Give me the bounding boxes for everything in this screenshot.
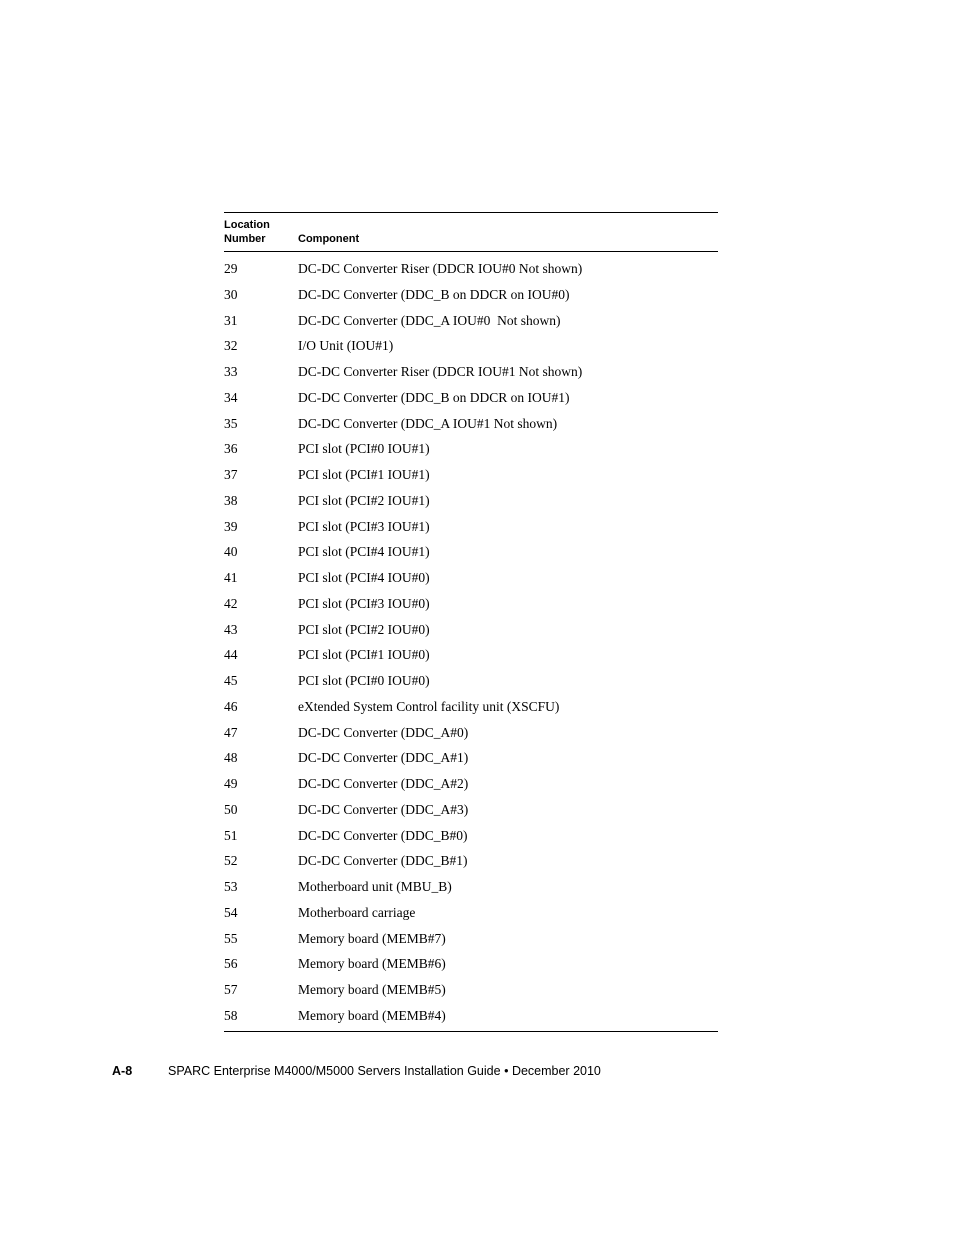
table-row: [224, 565, 718, 591]
location-header-line2: Number: [224, 233, 266, 245]
component-cell: Memory board (MEMB#4): [298, 1007, 446, 1023]
table-row: [224, 514, 718, 540]
location-number-cell: 48: [224, 750, 238, 766]
component-cell: PCI slot (PCI#3 IOU#0): [298, 595, 430, 611]
table-row: [224, 848, 718, 874]
component-cell: eXtended System Control facility unit (XSCFU): [298, 698, 560, 714]
component-cell: PCI slot (PCI#0 IOU#1): [298, 441, 430, 457]
location-number-cell: 39: [224, 518, 238, 534]
component-cell: DC-DC Converter (DDC_A IOU#0 Not shown): [298, 312, 561, 328]
location-number-cell: 30: [224, 286, 238, 302]
component-cell: PCI slot (PCI#3 IOU#1): [298, 518, 430, 534]
location-number-cell: 50: [224, 801, 238, 817]
location-number-cell: 43: [224, 621, 238, 637]
location-number-cell: 38: [224, 492, 238, 508]
location-number-cell: 34: [224, 389, 238, 405]
table-row: [224, 591, 718, 617]
page-footer: [112, 1063, 601, 1079]
component-cell: PCI slot (PCI#1 IOU#0): [298, 647, 430, 663]
component-cell: DC-DC Converter Riser (DDCR IOU#1 Not shown): [298, 364, 583, 379]
table-row: [224, 359, 718, 385]
location-number-cell: 52: [224, 853, 238, 869]
location-number-cell: 51: [224, 827, 238, 843]
component-cell: Memory board (MEMB#5): [298, 982, 446, 997]
table-row: [224, 823, 718, 849]
document-date: December 2010: [511, 1064, 601, 1078]
table-row: [224, 874, 718, 900]
component-cell: PCI slot (PCI#2 IOU#1): [298, 492, 430, 508]
component-header: Component: [298, 233, 360, 245]
location-number-cell: 58: [224, 1007, 238, 1023]
table-row: [224, 333, 718, 359]
table-row: [224, 256, 718, 282]
component-cell: PCI slot (PCI#4 IOU#0): [298, 570, 430, 585]
table-row: [224, 308, 718, 334]
component-cell: DC-DC Converter (DDC_B on DDCR on IOU#0): [298, 286, 570, 302]
table-row: [224, 282, 718, 308]
component-cell: DC-DC Converter (DDC_B#1): [298, 853, 468, 869]
component-location-table: [224, 212, 718, 1032]
component-cell: Memory board (MEMB#6): [298, 956, 446, 972]
component-cell: DC-DC Converter (DDC_A#2): [298, 776, 469, 791]
table-row: [224, 720, 718, 746]
component-cell: DC-DC Converter (DDC_A IOU#1 Not shown): [298, 415, 558, 431]
table-row: [224, 797, 718, 823]
component-cell: I/O Unit (IOU#1): [298, 338, 394, 354]
location-number-header: [224, 218, 294, 246]
location-header-line1: Location: [224, 219, 270, 231]
table-row: [224, 539, 718, 565]
table-row: [224, 900, 718, 926]
table-body: [224, 252, 718, 1031]
component-cell: PCI slot (PCI#4 IOU#1): [298, 544, 430, 560]
table-row: [224, 1003, 718, 1029]
component-cell: DC-DC Converter Riser (DDCR IOU#0 Not shown): [298, 261, 583, 276]
location-number-cell: 36: [224, 441, 238, 457]
component-cell: DC-DC Converter (DDC_B#0): [298, 827, 468, 843]
component-cell: Motherboard carriage: [298, 904, 416, 920]
document-title: SPARC Enterprise M4000/M5000 Servers Installation Guide: [168, 1064, 501, 1078]
location-number-cell: 57: [224, 982, 238, 997]
table-row: [224, 977, 718, 1003]
table-bottom-rule: [224, 1031, 718, 1032]
table-row: [224, 951, 718, 977]
page-number: A-8: [112, 1064, 133, 1078]
table-row: [224, 668, 718, 694]
location-number-cell: 41: [224, 570, 238, 585]
table-row: [224, 745, 718, 771]
component-cell: Memory board (MEMB#7): [298, 930, 446, 946]
component-cell: Motherboard unit (MBU_B): [298, 879, 452, 894]
table-row: [224, 642, 718, 668]
location-number-cell: 45: [224, 673, 238, 688]
location-number-cell: 47: [224, 724, 238, 740]
table-row: [224, 462, 718, 488]
table-row: [224, 411, 718, 437]
location-number-cell: 42: [224, 595, 238, 611]
location-number-cell: 40: [224, 544, 238, 560]
location-number-cell: 46: [224, 698, 238, 714]
location-number-cell: 31: [224, 312, 238, 328]
footer-separator: •: [504, 1064, 509, 1078]
table-row: [224, 694, 718, 720]
component-cell: DC-DC Converter (DDC_A#1): [298, 750, 469, 766]
table-row: [224, 436, 718, 462]
component-cell: PCI slot (PCI#2 IOU#0): [298, 621, 430, 637]
location-number-cell: 49: [224, 776, 238, 791]
location-number-cell: 29: [224, 261, 238, 276]
location-number-cell: 33: [224, 364, 238, 379]
table-row: [224, 926, 718, 952]
location-number-cell: 44: [224, 647, 238, 663]
location-number-cell: 32: [224, 338, 238, 354]
location-number-cell: 56: [224, 956, 238, 972]
location-number-cell: 37: [224, 467, 238, 482]
component-cell: DC-DC Converter (DDC_A#3): [298, 801, 469, 817]
component-cell: DC-DC Converter (DDC_A#0): [298, 724, 469, 740]
table-row: [224, 385, 718, 411]
location-number-cell: 35: [224, 415, 238, 431]
component-cell: DC-DC Converter (DDC_B on DDCR on IOU#1): [298, 389, 570, 405]
location-number-cell: 55: [224, 930, 238, 946]
table-header: [224, 213, 718, 252]
component-cell: PCI slot (PCI#0 IOU#0): [298, 673, 430, 688]
table-row: [224, 488, 718, 514]
table-row: [224, 771, 718, 797]
table-row: [224, 617, 718, 643]
location-number-cell: 54: [224, 904, 238, 920]
location-number-cell: 53: [224, 879, 238, 894]
component-cell: PCI slot (PCI#1 IOU#1): [298, 467, 430, 482]
